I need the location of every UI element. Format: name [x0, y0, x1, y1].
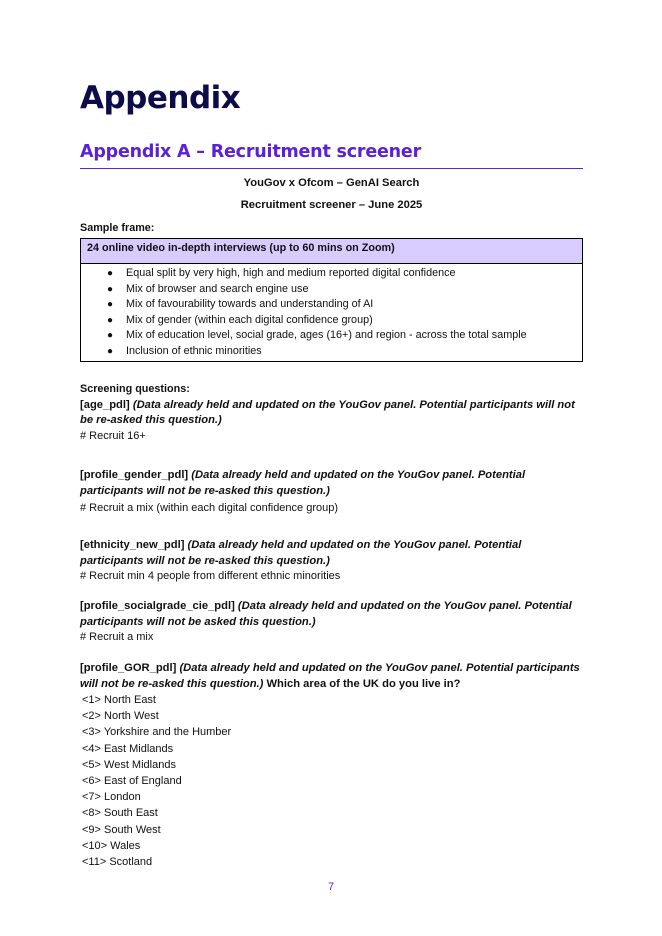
question-gender: [profile_gender_pdl] (Data already held and updated on the YouGov panel. Potential participants will not be re-asked this question.) — [80, 469, 526, 497]
sample-frame-box — [80, 238, 583, 362]
list-item: <1> North East — [82, 694, 156, 706]
heading-divider — [80, 168, 583, 169]
bullet-icon: ● — [107, 283, 114, 295]
bullet-icon: ● — [107, 299, 114, 311]
screening-block-age — [80, 382, 583, 444]
list-item: <6> East of England — [82, 774, 182, 787]
sample-frame-list — [81, 264, 582, 361]
question-socialgrade: [profile_socialgrade_cie_pdl] (Data already held and updated on the YouGov panel. Potential participants will not be asked this question.) — [80, 600, 572, 628]
bullet-icon: ● — [107, 268, 114, 279]
list-item: ● Mix of education level, social grade, ages (16+) and region - across the total sample — [81, 328, 582, 344]
list-item: <11> Scotland — [82, 855, 153, 868]
sample-frame-label: Sample frame: — [80, 222, 155, 234]
screening-block-socialgrade — [80, 599, 583, 646]
list-item: ● Mix of browser and search engine use — [81, 282, 582, 298]
list-item: <7> London — [82, 791, 141, 804]
question-region: [profile_GOR_pdl] (Data already held and updated on the YouGov panel. Potential participants will not be re-asked this question.) Which area of the UK do you live in? — [80, 662, 580, 690]
list-item: <9> South West — [82, 823, 161, 836]
list-item: ● Equal split by very high, high and medium reported digital confidence — [81, 266, 582, 282]
region-options — [82, 692, 231, 870]
doc-title-2: Recruitment screener – June 2025 — [240, 199, 423, 211]
list-item: ● Mix of favourability towards and understanding of AI — [81, 297, 582, 313]
list-item: <10> Wales — [82, 839, 141, 852]
list-item: <4> East Midlands — [82, 742, 174, 755]
screening-label: Screening questions: — [80, 383, 190, 395]
bullet-icon: ● — [107, 314, 114, 326]
page-number: 7 — [327, 881, 335, 893]
screening-block-gender — [80, 468, 583, 517]
list-item: ● Mix of gender (within each digital confidence group) — [81, 313, 582, 329]
list-item: <3> Yorkshire and the Humber — [82, 726, 232, 739]
screening-block-ethnicity — [80, 538, 583, 585]
list-item: <2> North West — [82, 710, 159, 723]
list-item: <8> South East — [82, 807, 158, 820]
recruit-note: # Recruit 16+ — [80, 429, 146, 442]
list-item: <5> West Midlands — [82, 758, 176, 771]
page-heading: Appendix — [80, 80, 241, 116]
screening-block-region — [80, 661, 583, 692]
recruit-note: # Recruit a mix — [80, 631, 154, 643]
doc-title-1: YouGov x Ofcom – GenAI Search — [243, 177, 420, 189]
section-heading: Appendix A – Recruitment screener — [80, 142, 422, 162]
sample-frame-header: 24 online video in-depth interviews (up to 60 mins on Zoom) — [81, 239, 582, 264]
recruit-note: # Recruit min 4 people from different ethnic minorities — [80, 570, 341, 582]
bullet-icon: ● — [107, 330, 114, 342]
recruit-note: # Recruit a mix (within each digital confidence group) — [80, 502, 339, 514]
list-item: ● Inclusion of ethnic minorities — [81, 344, 582, 360]
question-ethnicity: [ethnicity_new_pdl] (Data already held and updated on the YouGov panel. Potential participants will not be re-asked this question.) — [80, 539, 522, 567]
question-age: [age_pdl] (Data already held and updated on the YouGov panel. Potential participants will not be re-asked this question.) — [80, 398, 575, 426]
bullet-icon: ● — [107, 345, 114, 357]
